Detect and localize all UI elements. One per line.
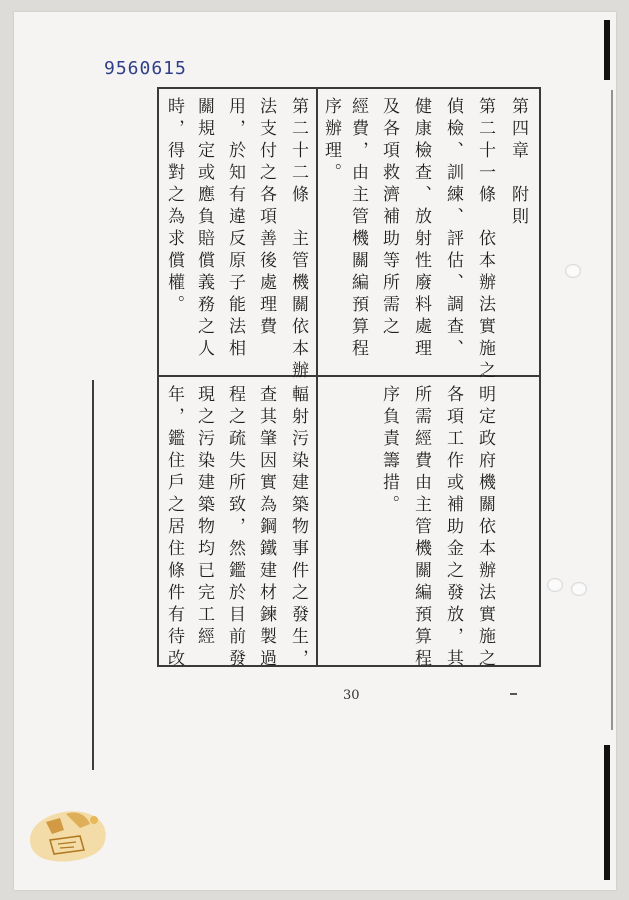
edge-shadow-middle [611, 90, 613, 730]
binding-hole [547, 578, 563, 592]
article-22-line-1: 第二十二條 主管機關依本辦 [288, 97, 308, 383]
binding-hole [571, 582, 587, 596]
article-divider [316, 87, 318, 667]
explanation-21-line-1: 明定政府機關依本辦法實施之 [475, 385, 495, 671]
article-21-line-2: 偵檢、訓練、評估、調查、 [443, 97, 463, 361]
explanation-22-line-3: 程之疏失所致，然鑑於目前發 [225, 385, 245, 671]
edge-shadow-top [604, 20, 610, 80]
explanation-21-line-4: 序負責籌措。 [379, 385, 399, 517]
page-number: 30 [343, 688, 360, 703]
article-22-line-3: 用，於知有違反原子能法相 [225, 97, 245, 361]
edge-shadow-bottom [604, 745, 610, 880]
article-22-line-5: 時，得對之為求償權。 [164, 97, 184, 317]
explanation-21-line-3: 所需經費由主管機關編預算程 [411, 385, 431, 671]
chapter-heading: 第四章 附則 [508, 97, 528, 229]
article-21-line-6: 序辦理。 [321, 97, 341, 185]
explanation-22-line-2: 查其肇因實為鋼鐵建材鍊製過 [256, 385, 276, 671]
article-21-line-1: 第二十一條 依本辦法實施之 [475, 97, 495, 383]
article-21-line-5: 經費，由主管機關編預算程 [348, 97, 368, 361]
margin-rule [92, 380, 94, 770]
explanation-22-line-4: 現之污染建築物均已完工經 [194, 385, 214, 649]
explanation-21-line-2: 各項工作或補助金之發放，其 [443, 385, 463, 671]
scan-speck [510, 693, 517, 695]
article-21-line-3: 健康檢查、放射性廢料處理 [411, 97, 431, 361]
document-id: 9560615 [104, 58, 187, 79]
archive-seal-icon [20, 800, 116, 870]
binding-hole [565, 264, 581, 278]
article-22-line-4: 關規定或應負賠償義務之人 [194, 97, 214, 361]
article-22-line-2: 法支付之各項善後處理費 [256, 97, 276, 339]
explanation-22-line-1: 輻射污染建築物事件之發生， [288, 385, 308, 671]
explanation-22-line-5: 年，鑑住戶之居住條件有待改 [164, 385, 184, 671]
article-21-line-4: 及各項救濟補助等所需之 [379, 97, 399, 339]
